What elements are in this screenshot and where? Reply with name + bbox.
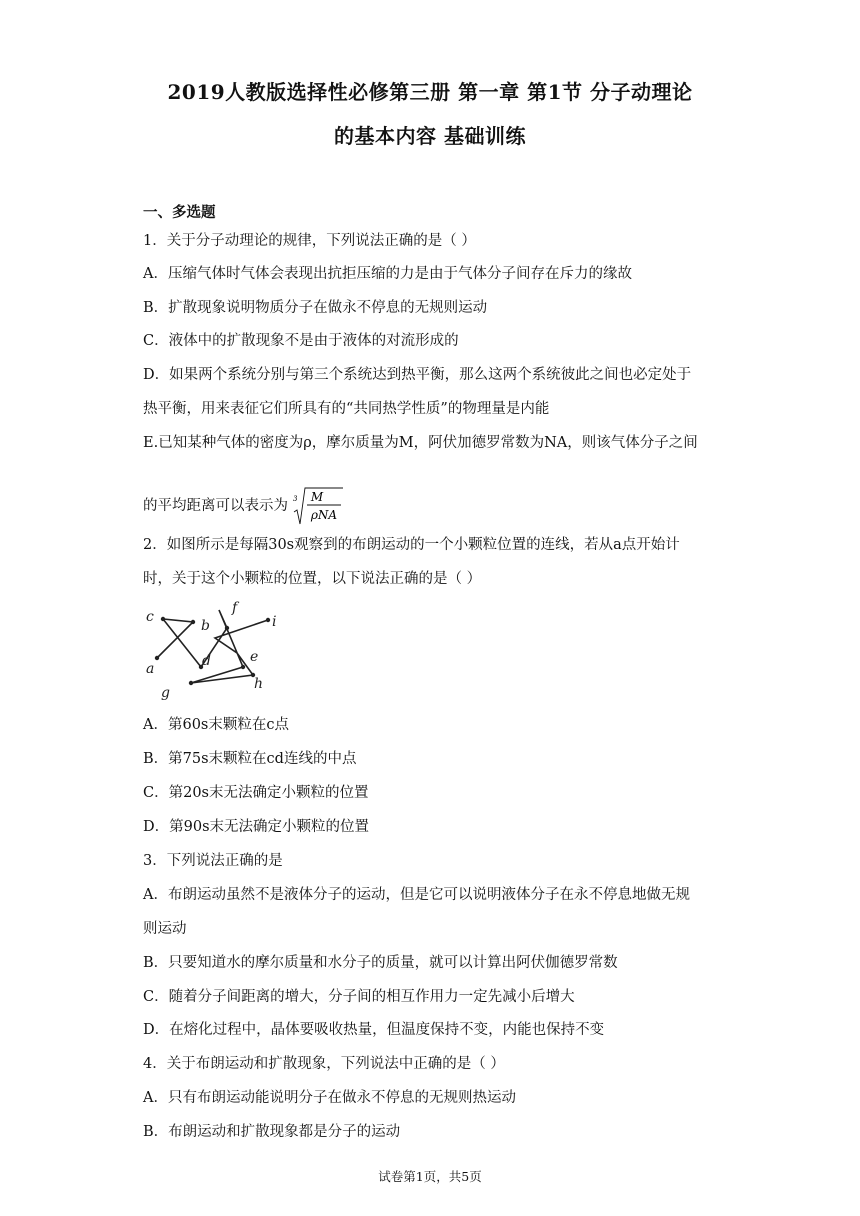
page-title-line-2: 的基本内容 基础训练 (334, 124, 526, 148)
section-heading: 一、多选题 (143, 204, 216, 221)
q1-option-b: B．扩散现象说明物质分子在做永不停息的无规则运动 (143, 300, 488, 316)
page-title-line-1: 2019人教版选择性必修第三册 第一章 第1节 分子动理论 (167, 80, 693, 104)
denominator: ρNA (310, 508, 337, 522)
point-b (191, 620, 195, 624)
cube-root-formula (293, 484, 345, 528)
q1-option-e-text: 的平均距离可以表示为 (143, 498, 288, 514)
q2-stem-line2: 时，关于这个小颗粒的位置，以下说法正确的是（ ） (143, 571, 482, 587)
label-h: h (254, 676, 264, 692)
label-a: a (146, 661, 155, 677)
q2-option-a: A．第60s末颗粒在c点 (143, 717, 289, 733)
label-e: e (250, 649, 259, 665)
root-index: 3 (292, 495, 298, 503)
point-i (266, 618, 270, 622)
q4-option-b: B．布朗运动和扩散现象都是分子的运动 (143, 1124, 401, 1140)
q1-stem: 1．关于分子动理论的规律，下列说法正确的是（ ） (143, 233, 476, 249)
label-d: d (202, 653, 211, 669)
label-f: f (232, 600, 238, 616)
q3-option-b: B．只要知道水的摩尔质量和水分子的质量，就可以计算出阿伏伽德罗常数 (143, 955, 618, 971)
trajectory-path (157, 610, 268, 683)
q3-option-a-line2: 则运动 (143, 921, 187, 937)
q1-option-e-line1: E.已知某种气体的密度为ρ，摩尔质量为M，阿伏加德罗常数为NA，则该气体分子之间 (143, 435, 698, 451)
q1-option-e-line2 (143, 484, 345, 528)
numerator: M (310, 490, 323, 504)
q1-option-d-line1: D．如果两个系统分别与第三个系统达到热平衡，那么这两个系统彼此之间也必定处于 (143, 367, 692, 383)
q4-option-a: A．只有布朗运动能说明分子在做永不停息的无规则热运动 (143, 1090, 516, 1106)
point-c (161, 617, 165, 621)
q3-option-c: C．随着分子间距离的增大，分子间的相互作用力一定先减小后增大 (143, 989, 575, 1005)
page-footer: 试卷第1页，共5页 (378, 1169, 482, 1184)
brownian-motion-figure (143, 597, 288, 702)
q3-option-d: D．在熔化过程中，晶体要吸收热量，但温度保持不变，内能也保持不变 (143, 1022, 605, 1038)
point-f (225, 626, 229, 630)
label-g: g (161, 685, 170, 701)
label-i: i (272, 614, 277, 630)
q2-stem-line1: 2．如图所示是每隔30s观察到的布朗运动的一个小颗粒位置的连线，若从a点开始计 (143, 537, 680, 553)
label-c: c (146, 609, 154, 625)
label-b: b (201, 618, 210, 634)
q3-stem: 3．下列说法正确的是 (143, 853, 283, 869)
q1-option-a: A．压缩气体时气体会表现出抗拒压缩的力是由于气体分子间存在斥力的缘故 (143, 266, 632, 282)
q4-stem: 4．关于布朗运动和扩散现象，下列说法中正确的是（ ） (143, 1056, 505, 1072)
q2-option-c: C．第20s末无法确定小颗粒的位置 (143, 785, 369, 801)
q3-option-a-line1: A．布朗运动虽然不是液体分子的运动，但是它可以说明液体分子在永不停息地做无规 (143, 887, 690, 903)
q1-option-d-line2: 热平衡，用来表征它们所具有的“共同热学性质”的物理量是内能 (143, 401, 550, 417)
q2-option-d: D．第90s末无法确定小颗粒的位置 (143, 819, 370, 835)
q2-option-b: B．第75s末颗粒在cd连线的中点 (143, 751, 357, 767)
point-a (155, 656, 159, 660)
point-g (189, 681, 193, 685)
q1-option-c: C．液体中的扩散现象不是由于液体的对流形成的 (143, 333, 459, 349)
point-e (241, 665, 245, 669)
